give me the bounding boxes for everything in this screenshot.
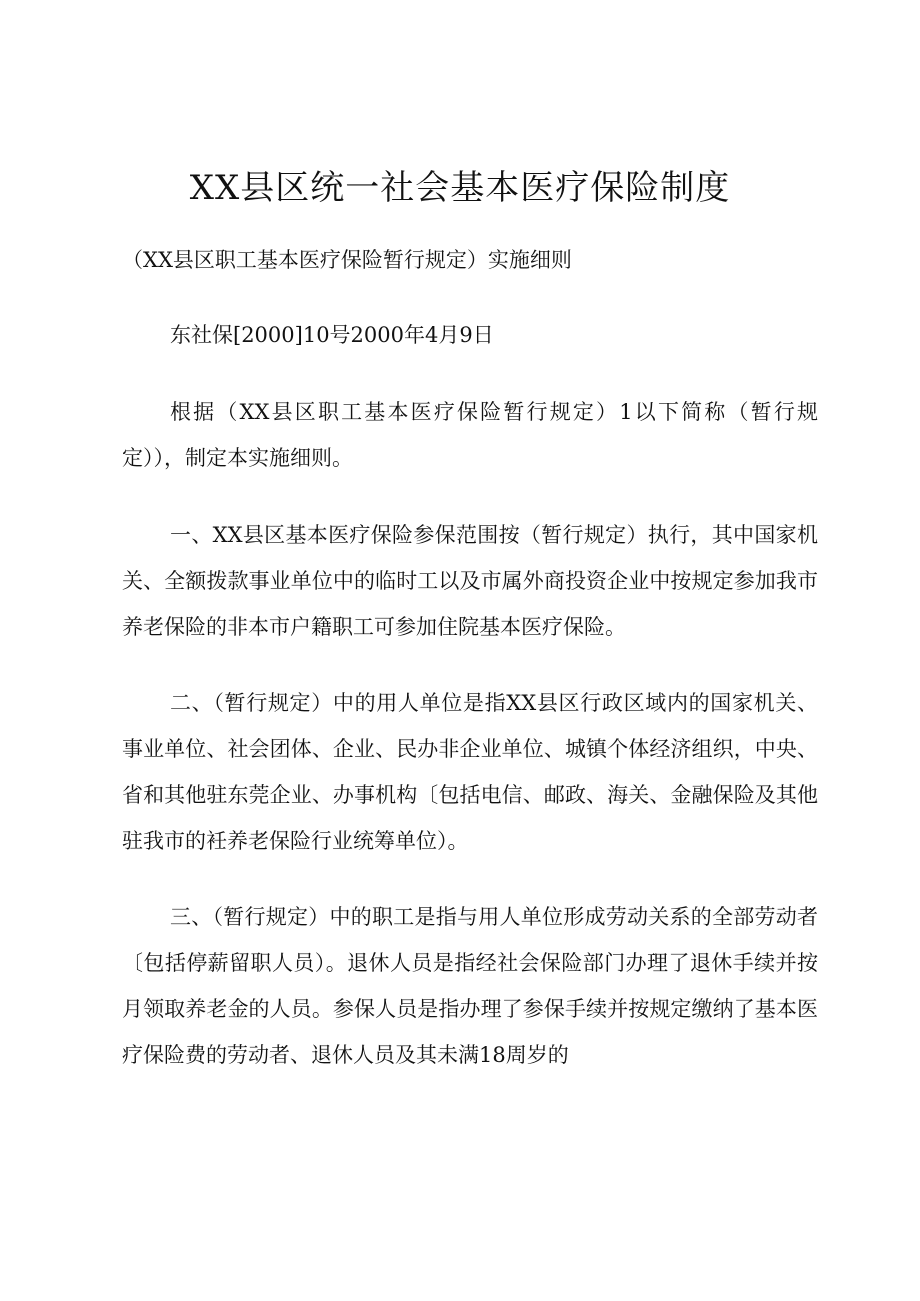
document-number-date: 东社保[2000]10号2000年4月9日 (170, 323, 494, 347)
document-subtitle: （XX县区职工基本医疗保险暂行规定）实施细则 (122, 248, 572, 272)
paragraph-three: 三、（暂行规定）中的职工是指与用人单位形成劳动关系的全部劳动者〔包括停薪留职人员）。退休人员是指经社会保险部门办理了退休手续并按月领取养老金的人员。参保人员是指办理了参保手续并按规定缴纳了基本医疗保险费的劳动者、退休人员及其未满18周岁的 (122, 905, 818, 1067)
paragraph-two: 二、（暂行规定）中的用人单位是指XX县区行政区域内的国家机关、事业单位、社会团体、企业、民办非企业单位、城镇个体经济组织，中央、省和其他驻东莞企业、办事机构〔包括电信、邮政、海关、金融保险及其他驻我市的衽养老保险行业统筹单位）。 (122, 691, 818, 853)
document-title: XX县区统一社会基本医疗保险制度 (189, 168, 731, 208)
paragraph-one: 一、XX县区基本医疗保险参保范围按（暂行规定）执行，其中国家机关、全额拨款事业单位中的临时工以及市属外商投资企业中按规定参加我市养老保险的非本市户籍职工可参加住院基本医疗保险。 (122, 523, 818, 639)
paragraph-intro: 根据（XX县区职工基本医疗保险暂行规定）1以下简称（暂行规定）），制定本实施细则。 (122, 400, 818, 470)
